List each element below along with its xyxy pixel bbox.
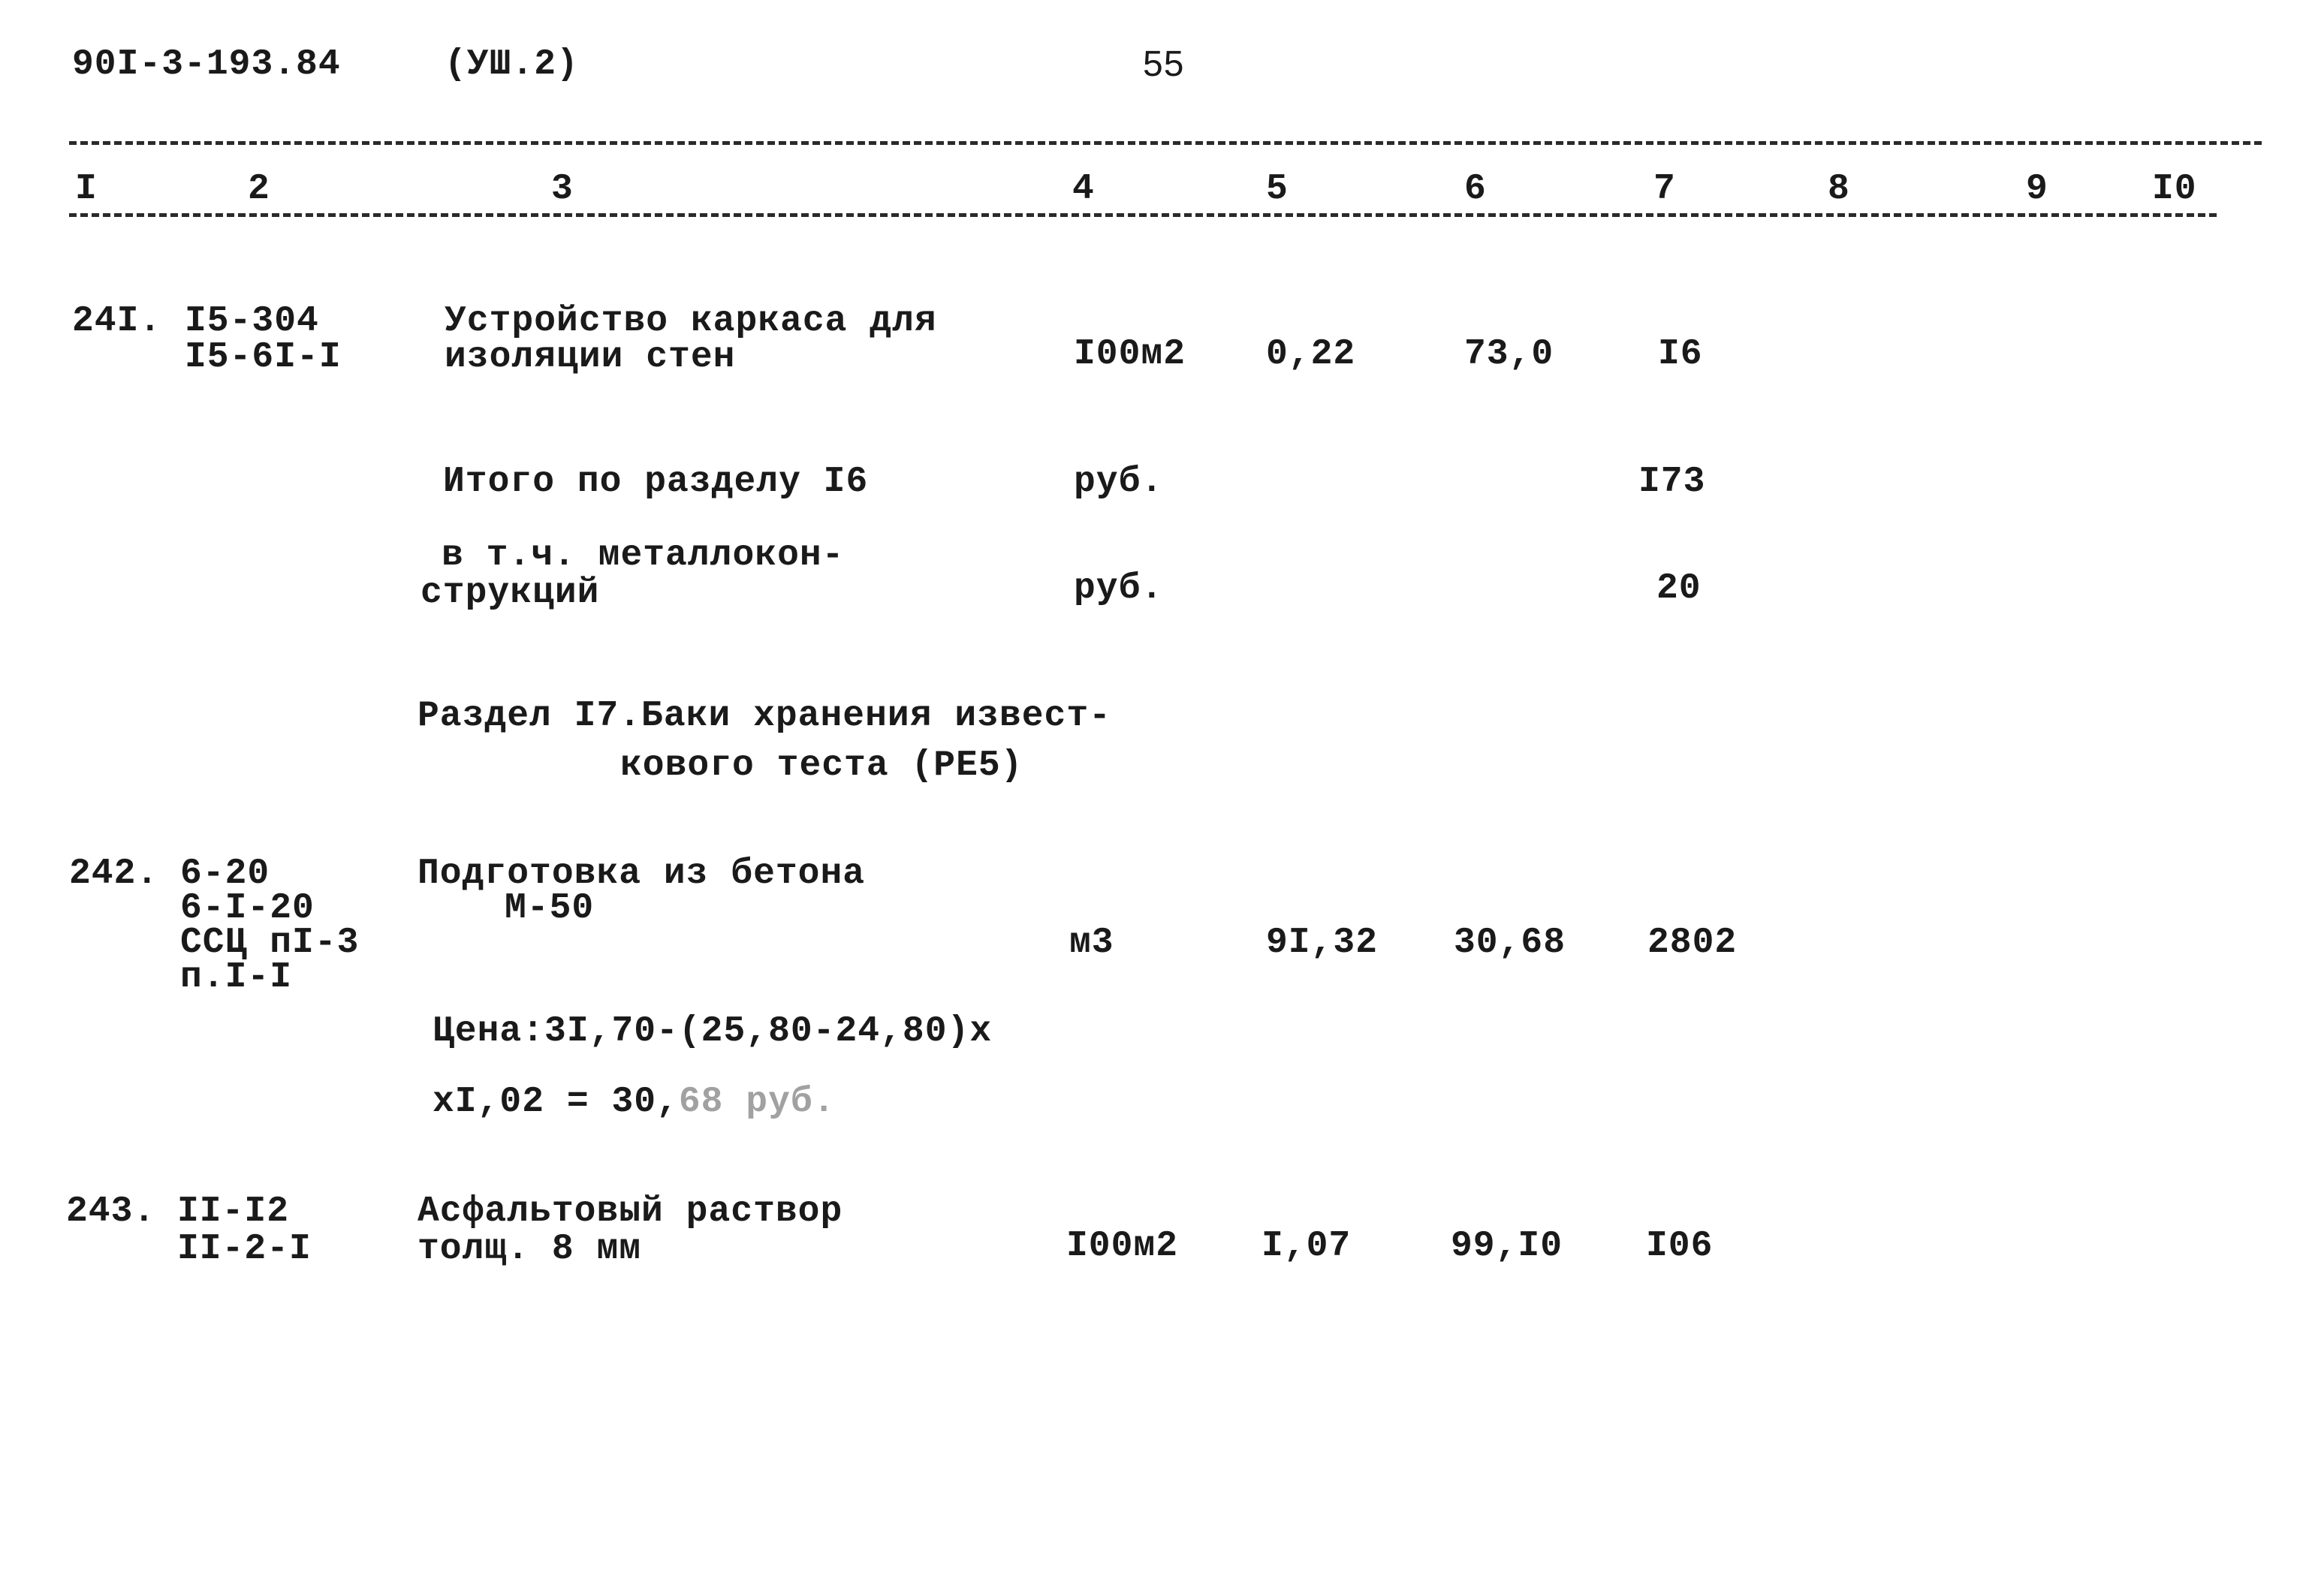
column-header-3: 3 xyxy=(551,169,574,209)
sheet-label: (УШ.2) xyxy=(445,44,579,85)
unit: руб. xyxy=(1074,568,1164,609)
unit: руб. xyxy=(1074,462,1164,502)
section-heading: кового теста (РЕ5) xyxy=(620,745,1023,786)
top-dashed-rule xyxy=(69,141,2262,145)
total-cost: I06 xyxy=(1646,1226,1714,1266)
column-header-4: 4 xyxy=(1072,169,1095,209)
unit-price: 30,68 xyxy=(1454,923,1566,963)
quantity: I,07 xyxy=(1262,1226,1352,1266)
column-header-2: 2 xyxy=(248,169,270,209)
work-name: изоляции стен xyxy=(445,337,736,378)
subtotal-label: струкций xyxy=(421,573,600,613)
work-name: толщ. 8 мм xyxy=(417,1229,642,1269)
quantity: 9I,32 xyxy=(1266,923,1379,963)
rate-code: 6-I-20 xyxy=(180,888,315,929)
column-header-7: 7 xyxy=(1653,169,1676,209)
row-number: 24I. xyxy=(72,301,162,342)
total-cost: 20 xyxy=(1656,568,1702,609)
unit: I00м2 xyxy=(1066,1226,1179,1266)
total-cost: I6 xyxy=(1658,334,1703,375)
page-number: 55 xyxy=(1143,44,1185,84)
document-code: 90I-3-193.84 xyxy=(72,44,341,85)
work-name: Устройство каркаса для xyxy=(445,301,937,342)
rate-code: I5-304 xyxy=(185,301,319,342)
header-bottom-dashed-rule xyxy=(69,213,2217,217)
price-calculation-note xyxy=(433,1084,836,1120)
price-calculation-note: Цена:3I,70-(25,80-24,80)х xyxy=(433,1011,993,1052)
unit-price: 99,I0 xyxy=(1451,1226,1563,1266)
rate-code: II-I2 xyxy=(177,1191,290,1232)
column-header-8: 8 xyxy=(1828,169,1850,209)
column-header-10: I0 xyxy=(2152,169,2197,209)
section-heading: Раздел I7.Баки хранения извест- xyxy=(417,696,1111,736)
column-header-9: 9 xyxy=(2026,169,2048,209)
row-number: 242. xyxy=(69,854,159,894)
rate-code: I5-6I-I xyxy=(185,337,342,378)
total-cost: I73 xyxy=(1638,462,1706,502)
work-name: Подготовка из бетона xyxy=(417,854,866,894)
total-cost: 2802 xyxy=(1647,923,1738,963)
section-total-label: Итого по разделу I6 xyxy=(443,462,869,502)
column-header-6: 6 xyxy=(1464,169,1487,209)
subtotal-label: в т.ч. металлокон- xyxy=(442,535,845,576)
rate-code: ССЦ пI-3 xyxy=(180,923,360,963)
row-number: 243. xyxy=(66,1191,156,1232)
rate-code: 6-20 xyxy=(180,854,270,894)
column-header-5: 5 xyxy=(1266,169,1289,209)
column-header-1: I xyxy=(75,169,98,209)
unit: м3 xyxy=(1069,923,1114,963)
rate-code: п.I-I xyxy=(180,957,293,998)
price-calculation-note-part: хI,02 = 30, xyxy=(433,1082,679,1122)
work-name: Асфальтовый раствор xyxy=(417,1191,843,1232)
price-calculation-note-faded-part: 68 руб. xyxy=(678,1082,836,1122)
work-name: М-50 xyxy=(505,888,595,929)
quantity: 0,22 xyxy=(1266,334,1356,375)
unit: I00м2 xyxy=(1074,334,1186,375)
unit-price: 73,0 xyxy=(1464,334,1554,375)
rate-code: II-2-I xyxy=(177,1229,312,1269)
